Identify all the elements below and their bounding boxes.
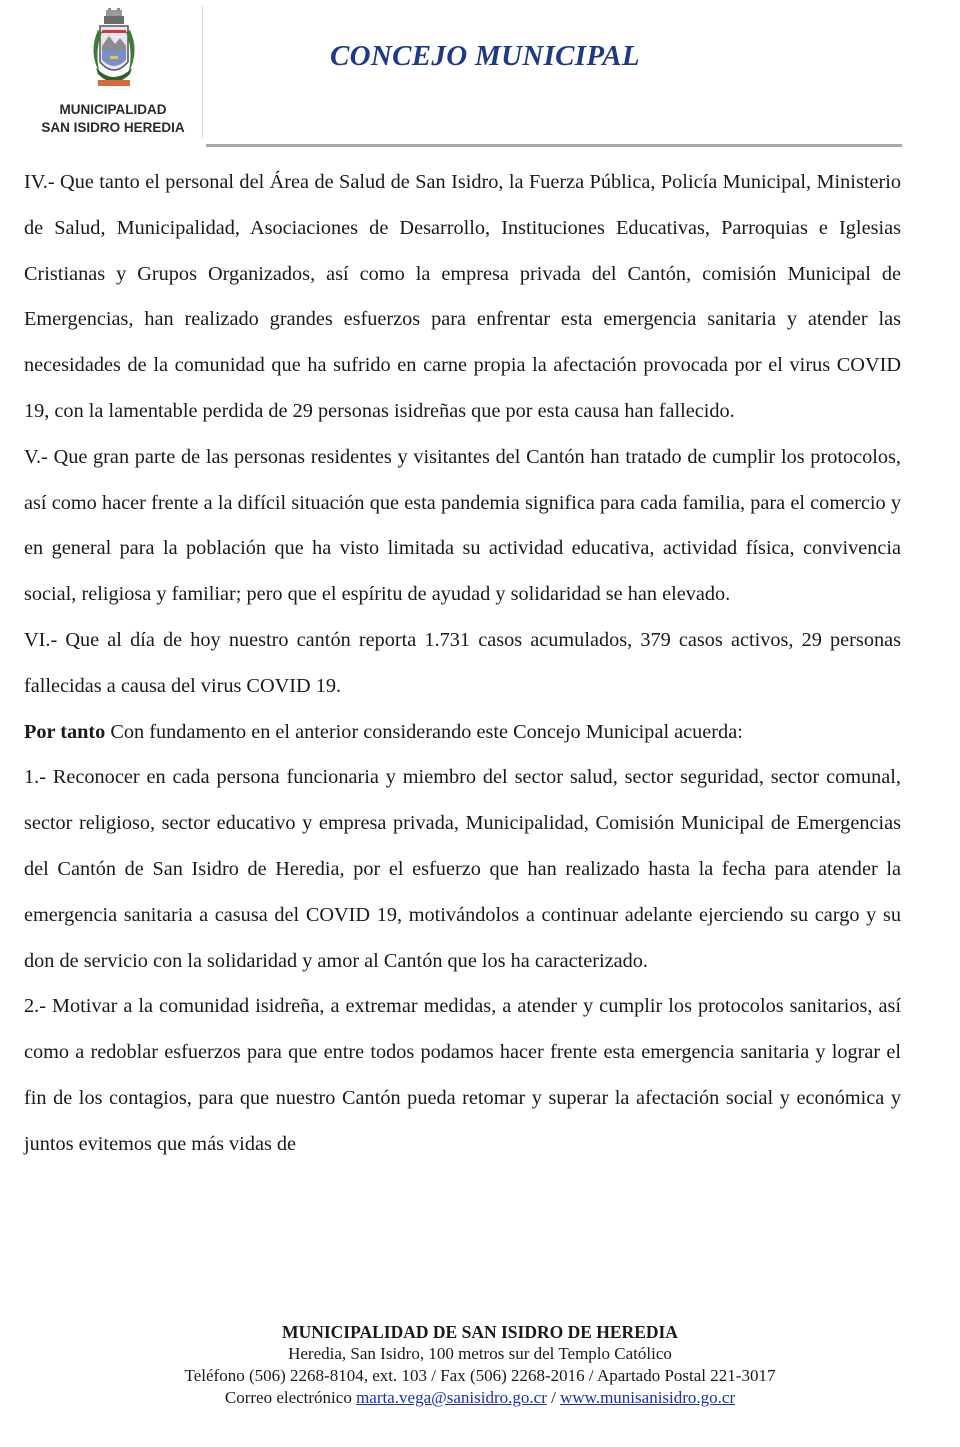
paragraph-text: Que tanto el personal del Área de Salud de San Isidro, la Fuerza Pública, Policía Municipal, Ministerio de Salud, Municipalidad, Asociaciones de Desarrollo, Instituciones Educativas, Parroquias e Iglesias Cristianas y Grupos Organizados, así como la empresa privada del Cantón, comisión Municipal de Emergencias, han realizado grandes esfuerzos para enfrentar esta emergencia sanitaria y atender las necesidades de la comunidad que ha sufrido en carne propia la afectación provocada por el virus COVID 19, con la lamentable perdida de 29 personas isidreñas que por esta causa han fallecido.	[24, 171, 902, 422]
paragraph-text: Reconocer en cada persona funcionaria y miembro del sector salud, sector seguridad, sector comunal, sector religioso, sector educativo y empresa privada, Municipalidad, Comisión Municipal de Emergencias del Cantón de San Isidro de Heredia, por el esfuerzo que han realizado hasta la fecha para atender la emergencia sanitaria a casusa del COVID 19, motivándolos a continuar adelante ejerciendo su cargo y su don de servicio con la solidaridad y amor al Cantón que los ha caracterizado.	[24, 766, 902, 972]
por-tanto	[24, 710, 901, 756]
footer-address: Heredia, San Isidro, 100 metros sur del Templo Católico	[288, 1344, 672, 1363]
email-label: Correo electrónico	[224, 1388, 352, 1407]
paragraph-label: V.-	[24, 445, 48, 468]
logo-line-2: SAN ISIDRO HEREDIA	[41, 120, 185, 135]
paragraph-v	[24, 435, 901, 618]
por-tanto-lead: Por tanto	[24, 720, 106, 743]
email-link[interactable]: marta.vega@sanisidro.go.cr	[356, 1388, 547, 1407]
paragraph-text: Que al día de hoy nuestro cantón reporta 1.731 casos acumulados, 379 casos activos, 29 personas fallecidas a causa del virus COVID 19.	[24, 628, 901, 697]
agreement-item-2	[24, 984, 901, 1167]
paragraph-text: Que gran parte de las personas residentes y visitantes del Cantón han tratado de cumplir los protocolos, así como hacer frente a la difícil situación que esta pandemia significa para cada familia, para el comercio y en general para la población que ha visto limitada su actividad educativa, actividad física, convivencia social, religiosa y familiar; pero que el espíritu de ayudad y solidaridad se han elevado.	[24, 445, 901, 606]
paragraph-iv	[24, 160, 901, 435]
item-label: 1.-	[24, 766, 46, 789]
header-divider	[206, 144, 902, 147]
paragraph-vi	[24, 618, 901, 710]
paragraph-text: Motivar a la comunidad isidreña, a extremar medidas, a atender y cumplir los protocolos sanitarios, así como a redoblar esfuerzos para que entre todos podamos hacer frente esta emergencia sanitaria y lograr el fin de los contagios, para que nuestro Cantón pueda retomar y superar la afectación social y económica y juntos evitemos que más vidas de	[24, 995, 901, 1155]
item-label: 2.-	[24, 995, 46, 1018]
document-body	[24, 160, 901, 1168]
website-link[interactable]: www.munisanisidro.go.cr	[560, 1388, 736, 1407]
municipal-logo	[24, 6, 203, 138]
link-separator: /	[551, 1388, 556, 1407]
paragraph-text: Con fundamento en el anterior considerando este Concejo Municipal acuerda:	[110, 720, 743, 743]
paragraph-label: IV.-	[24, 171, 55, 193]
paragraph-label: VI.-	[24, 628, 58, 651]
page-footer	[0, 1321, 960, 1409]
page-title: CONCEJO MUNICIPAL	[330, 40, 640, 72]
footer-org: MUNICIPALIDAD DE SAN ISIDRO DE HEREDIA	[282, 1322, 678, 1342]
footer-contact	[0, 1387, 960, 1409]
coat-of-arms-icon	[84, 8, 144, 100]
agreement-item-1	[24, 755, 901, 984]
footer-phones: Teléfono (506) 2268-8104, ext. 103 / Fax (506) 2268-2016 / Apartado Postal 221-3017	[184, 1366, 776, 1385]
logo-line-1: MUNICIPALIDAD	[59, 102, 167, 117]
